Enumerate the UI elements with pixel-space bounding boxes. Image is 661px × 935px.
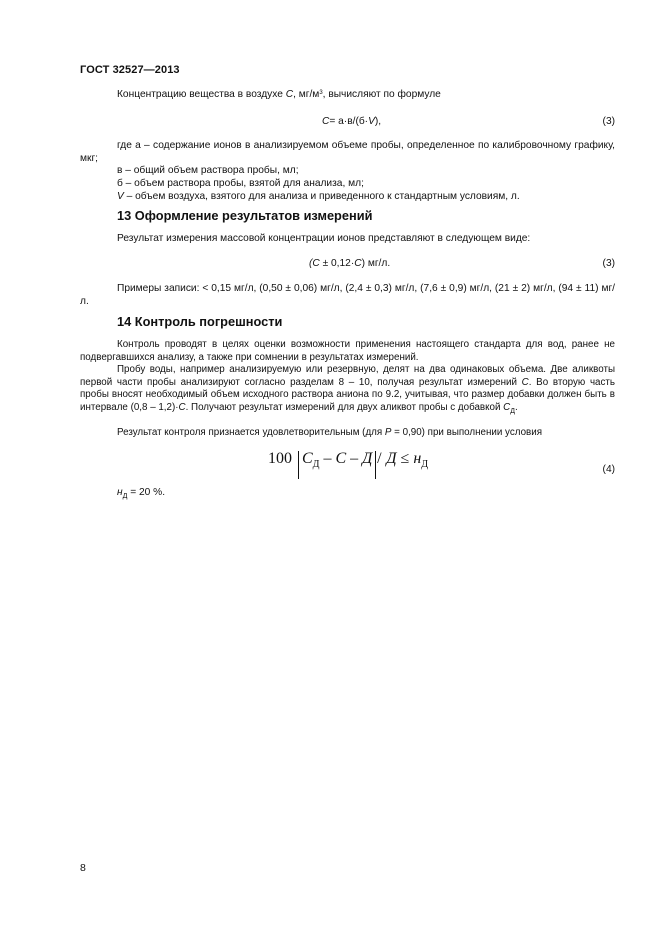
section-14-p1: Контроль проводят в целях оценки возможности применения настоящего стандарта для вод, ранее не подвергавшихся анализу, а также при сомнении в результатах измерений. (80, 339, 615, 363)
equation-number-3a: (3) (602, 116, 615, 127)
formula-result: (С ± 0,12·С) мг/л. (309, 258, 391, 269)
section-14-title: 14 Контроль погрешности (117, 314, 283, 329)
formula-4: 100 $С_Д - С - Д / Д \le н_Д$ (268, 450, 429, 471)
page-number: 8 (80, 862, 86, 874)
equation-number-4: (4) (602, 464, 615, 475)
definition-b: б – объем раствора пробы, взятой для анализа, мл; (117, 178, 364, 189)
definition-v: в – общий объем раствора пробы, мл; (117, 165, 299, 176)
abs-bar-left (298, 451, 299, 479)
equation-number-3b: (3) (602, 258, 615, 269)
abs-bar-right (375, 451, 376, 479)
document-header: ГОСТ 32527—2013 (80, 64, 180, 76)
intro-line: Концентрацию вещества в воздухе С, $мг/м^3$, вычисляют по формуле (117, 89, 441, 100)
nd-value: $н_Д = 20$ %. (117, 487, 166, 501)
examples-text: Примеры записи: < 0,15 мг/л, (0,50 ± 0,06) мг/л, (2,4 ± 0,3) мг/л, (7,6 ± 0,9) мг/л, (21 ± 2) мг/л, (94 ± 11) мг/л. (80, 283, 615, 307)
section-14-p2: Пробу воды, например анализируемую или резервную, делят на два одинаковых объема. Две аликвоты первой части пробы анализируют согласно разделам 8 – 10, получая результат измерений С. Во вторую часть пробы вносят необходимый объем исходного раствора аниона по 9.2, учитывая, что размер добавки должен быть в интервале (0,8 – 1,2)·С. Получают результат измерений для двух аликвот пробы с добавкой $С_Д$. (80, 364, 615, 415)
definition-V: V – объем воздуха, взятого для анализа и приведенного к стандартным условиям, л. (117, 191, 520, 202)
section-13-para: Результат измерения массовой концентрации ионов представляют в следующем виде: (117, 233, 531, 244)
formula-3: С= а·в/(б·V), (322, 116, 382, 127)
section-13-title: 13 Оформление результатов измерений (117, 208, 373, 223)
section-14-p3: Результат контроля признается удовлетворительным (для Р = 0,90) при выполнении условия (117, 427, 542, 438)
definition-a: где а – содержание ионов в анализируемом объеме пробы, определенное по калибровочному графику, мкг; (80, 140, 615, 164)
